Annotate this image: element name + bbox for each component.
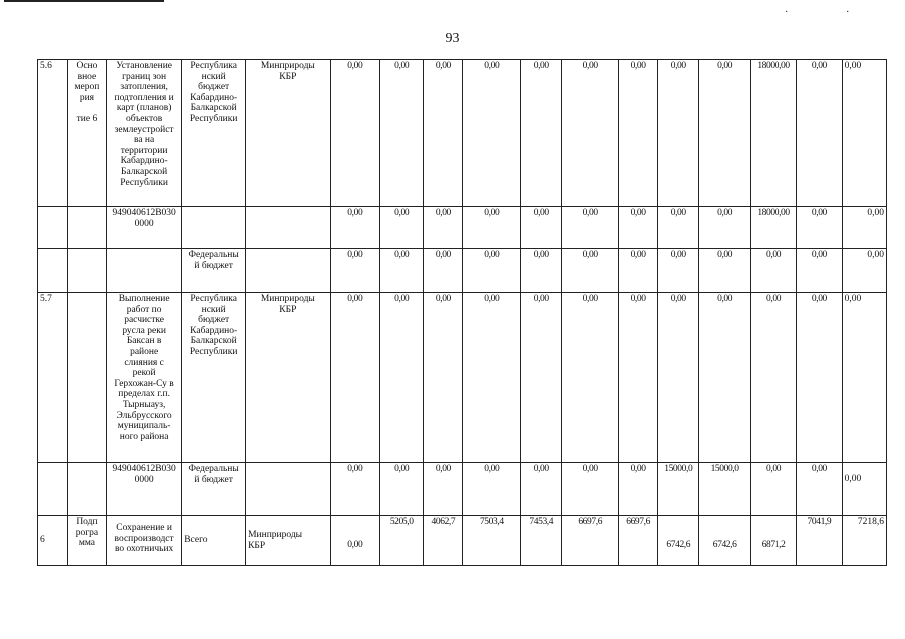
- value-cell: 0,00: [521, 207, 562, 249]
- value-cell: 0,00: [424, 463, 463, 516]
- row-executor: [246, 60, 330, 207]
- value-cell: 6697,6: [619, 516, 658, 566]
- value-cell: 0,00: [658, 60, 699, 207]
- value-cell: 0,00: [750, 463, 796, 516]
- value-cell: 5205,0: [380, 516, 424, 566]
- table-row: [38, 463, 887, 516]
- row-number: [38, 249, 68, 293]
- value-cell: 0,00: [658, 293, 699, 463]
- value-cell: 4062,7: [424, 516, 463, 566]
- source-text: Федеральны й бюджет: [188, 464, 239, 485]
- row-name: [107, 516, 182, 566]
- table-row: [38, 293, 887, 463]
- source-text: Республика нский бюджет Кабардино- Балкарской Республики: [189, 61, 238, 124]
- value-cell: 0,00: [521, 293, 562, 463]
- row-source: [182, 207, 246, 249]
- value-cell: 0,00: [424, 249, 463, 293]
- name-text: 949040612B030 0000: [112, 464, 176, 485]
- value-cell: 0,00: [562, 249, 619, 293]
- value-cell: 0,00: [463, 463, 521, 516]
- value-cell: 0,00: [330, 516, 379, 566]
- value-cell: 18000,00: [750, 207, 796, 249]
- value-cell: 6871,2: [750, 516, 796, 566]
- value-cell: 0,00: [424, 293, 463, 463]
- row-name: [107, 463, 182, 516]
- value-cell: 0,00: [699, 249, 751, 293]
- executor-text: Минприроды КБР: [260, 294, 315, 315]
- source-text: Федеральны й бюджет: [188, 250, 239, 271]
- value-cell: 15000,0: [699, 463, 751, 516]
- value-text: 0,00: [844, 474, 862, 484]
- value-cell: 0,00: [330, 463, 379, 516]
- row-kind: [67, 293, 106, 463]
- row-name: [107, 60, 182, 207]
- value-cell: 0,00: [619, 249, 658, 293]
- value-cell: 0,00: [380, 463, 424, 516]
- value-cell: 0,00: [380, 60, 424, 207]
- row-name: [107, 293, 182, 463]
- table-row: [38, 60, 887, 207]
- row-source: [182, 60, 246, 207]
- row-kind: [67, 60, 106, 207]
- value-cell: 0,00: [380, 293, 424, 463]
- value-cell: 0,00: [797, 60, 842, 207]
- row-source: [182, 516, 246, 566]
- executor-text: Минприроды КБР: [248, 529, 303, 551]
- value-cell: 0,00: [658, 249, 699, 293]
- value-cell: 7453,4: [521, 516, 562, 566]
- kind-text: Осно вное мероп рия тие 6: [74, 61, 100, 124]
- row-kind: [67, 207, 106, 249]
- value-cell: 6742,6: [699, 516, 751, 566]
- row-number: 5.7: [38, 293, 68, 463]
- value-cell: 0,00: [842, 293, 886, 463]
- value-cell: 0,00: [797, 249, 842, 293]
- scan-edge-mark: [4, 0, 164, 5]
- row-name: [107, 207, 182, 249]
- value-cell: 0,00: [750, 293, 796, 463]
- value-cell: 0,00: [330, 207, 379, 249]
- row-source: [182, 293, 246, 463]
- budget-table: [37, 59, 887, 566]
- value-cell: 0,00: [842, 207, 886, 249]
- value-cell: 0,00: [424, 60, 463, 207]
- value-cell: 0,00: [330, 60, 379, 207]
- row-executor: [246, 516, 330, 566]
- value-cell: 0,00: [562, 293, 619, 463]
- row-number: 5.6: [38, 60, 68, 207]
- page-number: 93: [445, 31, 460, 46]
- row-executor: [246, 207, 330, 249]
- row-number: [38, 463, 68, 516]
- value-cell: 7503,4: [463, 516, 521, 566]
- source-text: Всего: [184, 535, 208, 546]
- row-source: [182, 463, 246, 516]
- value-cell: 0,00: [797, 293, 842, 463]
- value-cell: 18000,00: [750, 60, 796, 207]
- value-cell: 6742,6: [658, 516, 699, 566]
- value-cell: 0,00: [699, 207, 751, 249]
- table-row: [38, 516, 887, 566]
- value-cell: 0,00: [842, 249, 886, 293]
- value-cell: 0,00: [463, 293, 521, 463]
- kind-text: Подп рогра мма: [75, 517, 99, 549]
- row-name: [107, 249, 182, 293]
- name-text: 949040612B030 0000: [112, 208, 176, 229]
- value-cell: 7041,9: [797, 516, 842, 566]
- executor-text: Минприроды КБР: [260, 61, 315, 82]
- value-cell: 0,00: [330, 249, 379, 293]
- row-kind: [67, 463, 106, 516]
- table-row: [38, 207, 887, 249]
- value-cell: 0,00: [380, 249, 424, 293]
- row-kind: [67, 516, 106, 566]
- value-cell: 0,00: [521, 249, 562, 293]
- value-cell: 0,00: [330, 293, 379, 463]
- value-cell: 0,00: [562, 207, 619, 249]
- value-cell: [842, 463, 886, 516]
- value-cell: 0,00: [797, 463, 842, 516]
- value-cell: 0,00: [619, 293, 658, 463]
- value-cell: 0,00: [521, 463, 562, 516]
- row-kind: [67, 249, 106, 293]
- value-cell: 0,00: [619, 60, 658, 207]
- row-executor: [246, 293, 330, 463]
- value-cell: 7218,6: [842, 516, 886, 566]
- value-cell: 0,00: [562, 463, 619, 516]
- value-cell: 0,00: [750, 249, 796, 293]
- value-cell: 0,00: [562, 60, 619, 207]
- value-cell: 0,00: [463, 60, 521, 207]
- scan-dots: . .: [785, 4, 877, 15]
- value-cell: 15000,0: [658, 463, 699, 516]
- name-text: Сохранение и воспроизводст во охотничьих: [114, 523, 174, 555]
- value-cell: 0,00: [424, 207, 463, 249]
- row-source: [182, 249, 246, 293]
- value-cell: 0,00: [658, 207, 699, 249]
- value-cell: 0,00: [463, 249, 521, 293]
- value-cell: 0,00: [619, 207, 658, 249]
- name-text: Установление границ зон затопления, подтопления и карт (планов) объектов землеустройст ва на территории Кабардино- Балкарской Республики: [114, 61, 174, 188]
- value-cell: 0,00: [619, 463, 658, 516]
- name-text: Выполнение работ по расчистке русла реки Баксан в районе слияния с рекой Герхожан-Су в пределах г.п. Тырныауз, Эльбрусского муниципаль- ного района: [114, 294, 174, 442]
- table-row: [38, 249, 887, 293]
- value-cell: 0,00: [699, 293, 751, 463]
- value-cell: 0,00: [699, 60, 751, 207]
- value-cell: 0,00: [521, 60, 562, 207]
- value-cell: 0,00: [463, 207, 521, 249]
- row-executor: [246, 463, 330, 516]
- row-executor: [246, 249, 330, 293]
- row-number: 6: [38, 516, 68, 566]
- row-number: [38, 207, 68, 249]
- value-cell: 0,00: [797, 207, 842, 249]
- source-text: Республика нский бюджет Кабардино- Балкарской Республики: [189, 294, 238, 357]
- value-cell: 0,00: [842, 60, 886, 207]
- value-cell: 6697,6: [562, 516, 619, 566]
- value-cell: 0,00: [380, 207, 424, 249]
